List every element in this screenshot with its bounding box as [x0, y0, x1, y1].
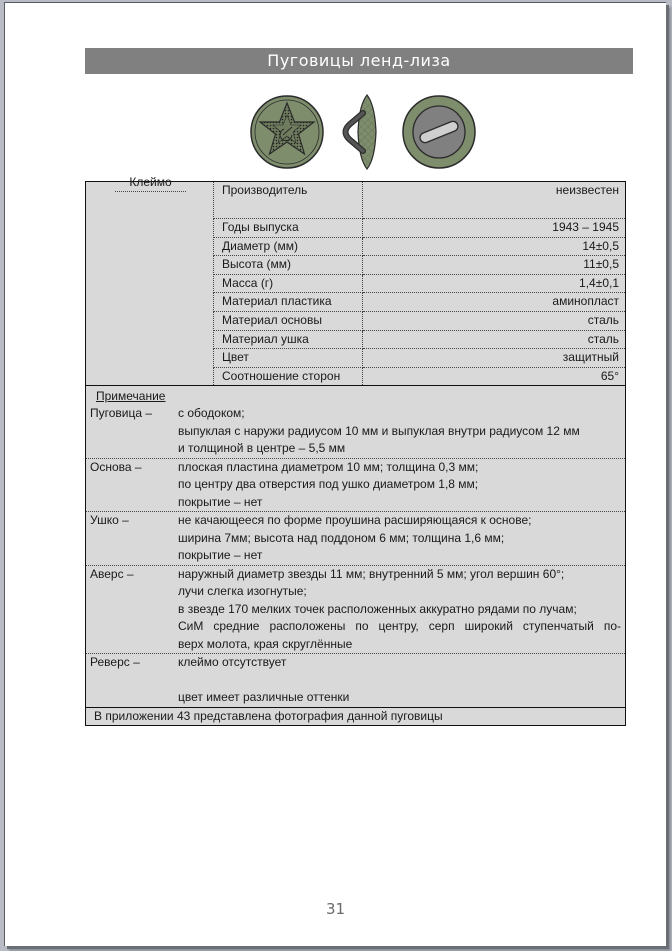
note-avers	[86, 566, 625, 655]
page-title: Пуговицы ленд-лиза	[85, 48, 633, 74]
property-name: Производитель	[214, 182, 363, 219]
note-text: наружный диаметр звезды 11 мм; внутренний 5 мм; угол вершин 60°; лучи слегка изогнутые; в звезде 170 мелких точек расположенных аккуратно рядами по лучам; СиМ средние расположены по центру, серп широкий ступенчатый по- верх молота, края скруглённые	[178, 566, 621, 651]
note-text: не качающееся по форме проушина расширяющаяся к основе; ширина 7мм; высота над поддоном 6 мм; толщина 1,6 мм; покрытие – нет	[178, 513, 532, 563]
property-value: 65°	[600, 368, 619, 383]
property-value: аминопласт	[363, 293, 626, 312]
property-name: Масса (г)	[214, 274, 363, 293]
property-name: Материал основы	[214, 311, 363, 330]
document-page	[4, 2, 666, 946]
note-text: с ободоком; выпуклая с наружи радиусом 10 мм и выпуклая внутри радиусом 12 мм и толщиной в центре – 5,5 мм	[178, 406, 580, 456]
spec-table	[86, 175, 625, 385]
note-label: Реверс –	[90, 655, 140, 670]
note-label: Ушко –	[90, 513, 129, 528]
property-value: сталь	[363, 311, 626, 330]
note-shank	[86, 512, 625, 566]
property-name: Соотношение сторон	[214, 367, 363, 385]
note-label: Аверс –	[90, 566, 134, 581]
stamp-group-label: Клеймо	[86, 182, 214, 385]
property-value: 11±0,5	[363, 256, 626, 275]
note-text: плоская пластина диаметром 10 мм; толщина 0,3 мм; по центру два отверстия под ушко диаметром 1,8 мм; покрытие – нет	[178, 459, 479, 509]
note-label: Пуговица –	[90, 406, 153, 421]
property-value: сталь	[363, 330, 626, 349]
property-name: Годы выпуска	[214, 219, 363, 238]
property-value: защитный	[363, 349, 626, 368]
table-row	[86, 182, 625, 219]
note-revers	[86, 654, 625, 707]
property-value: 1943 – 1945	[363, 219, 626, 238]
spec-sheet	[85, 175, 626, 726]
avers-icon	[251, 96, 323, 168]
note-button	[86, 405, 625, 459]
property-value: 1,4±0,1	[363, 274, 626, 293]
button-illustration	[248, 91, 478, 173]
profile-icon	[346, 95, 377, 169]
property-name: Материал ушка	[214, 330, 363, 349]
property-name: Высота (мм)	[214, 256, 363, 275]
appendix-reference: В приложении 43 представлена фотография данной пуговицы	[86, 707, 625, 725]
revers-icon	[403, 96, 475, 168]
property-value: неизвестен	[363, 182, 626, 219]
property-name: Цвет	[214, 349, 363, 368]
note-text: клеймо отсутствует цвет имеет различные оттенки	[178, 655, 350, 705]
notes-heading: Примечание	[96, 389, 166, 404]
note-label: Основа –	[90, 459, 142, 474]
property-name: Материал пластика	[214, 293, 363, 312]
note-base	[86, 459, 625, 513]
notes-section	[86, 385, 625, 707]
property-value: 14±0,5	[363, 237, 626, 256]
page-number: 31	[325, 900, 346, 918]
property-name: Диаметр (мм)	[214, 237, 363, 256]
